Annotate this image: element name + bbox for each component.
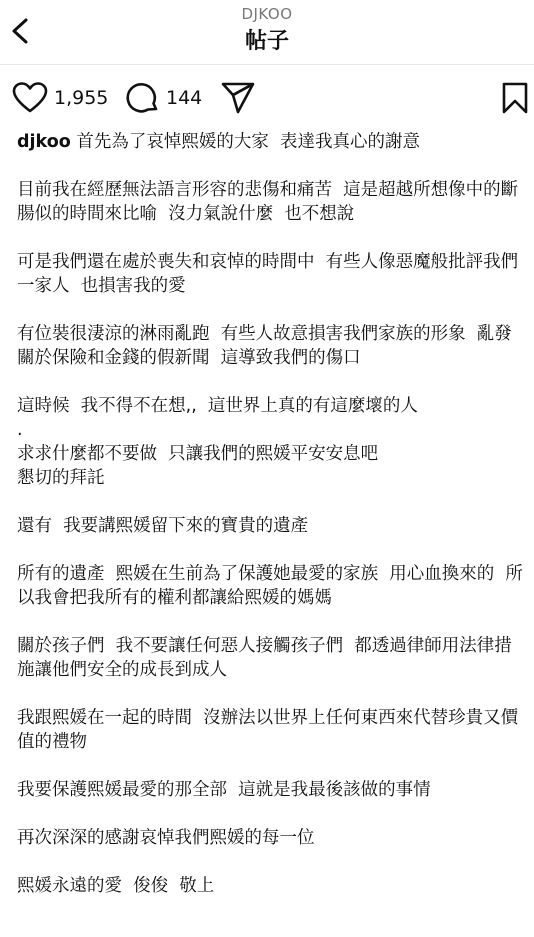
top-bar [0, 0, 534, 64]
caption-paragraph: 關於孩子們 我不要讓任何惡人接觸孩子們 都透過律師用法律措施讓他們安全的成長到成人 [17, 636, 512, 680]
caption-text: 首先為了哀悼熙媛的大家 表達我真心的謝意 [76, 132, 420, 152]
caption-paragraph: 目前我在經歷無法語言形容的悲傷和痛苦 這是超越所想像中的斷腸似的時間來比喻 沒力氣說什麼 也不想說 [17, 180, 519, 224]
comment-icon [126, 81, 160, 115]
comment-count[interactable]: 144 [166, 87, 203, 109]
like-button[interactable] [12, 78, 108, 118]
caption-username[interactable]: djkoo [17, 132, 71, 152]
caption-paragraph: 可是我們還在處於喪失和哀悼的時間中 有些人像惡魔般批評我們一家人 也損害我的愛 [17, 252, 519, 296]
like-count[interactable]: 1,955 [54, 87, 109, 109]
share-button[interactable] [220, 78, 256, 118]
caption-paragraph: 我跟熙媛在一起的時間 沒辦法以世界上任何東西來代替珍貴又價值的禮物 [17, 708, 519, 752]
comment-button[interactable] [126, 78, 202, 118]
caption-paragraph: 我要保護熙媛最愛的那全部 這就是我最後該做的事情 [17, 780, 431, 800]
post-actions-bar [0, 78, 534, 118]
page-title: 帖子 [244, 29, 289, 54]
bookmark-icon [502, 82, 528, 114]
caption-paragraph: . 求求什麼都不要做 只讓我們的熙媛平安安息吧 懇切的拜託 [17, 420, 379, 488]
send-icon [220, 81, 256, 115]
post-caption [17, 130, 529, 898]
header-username[interactable]: DJKOO [241, 5, 293, 23]
caption-paragraph: 還有 我要講熙媛留下來的寶貴的遺產 [17, 516, 309, 536]
caption-paragraph: 熙媛永遠的愛 俊俊 敬上 [17, 876, 215, 896]
caption-paragraph: 這時候 我不得不在想,, 這世界上真的有這麼壞的人 [17, 396, 418, 416]
caption-paragraph: 有位裝很淒涼的淋雨亂跑 有些人故意損害我們家族的形象 亂發關於保險和金錢的假新聞 這導致我們的傷口 [17, 324, 512, 368]
caption-paragraph: 再次深深的感謝哀悼我們熙媛的每一位 [17, 828, 315, 848]
heart-icon [12, 82, 48, 114]
caption-paragraph: 所有的遺產 熙媛在生前為了保護她最愛的家族 用心血換來的 所以我會把我所有的權利都讓給熙媛的媽媽 [17, 564, 523, 608]
save-button[interactable] [502, 78, 528, 118]
caption-paragraph-1 [17, 130, 529, 154]
header-divider [0, 64, 534, 65]
